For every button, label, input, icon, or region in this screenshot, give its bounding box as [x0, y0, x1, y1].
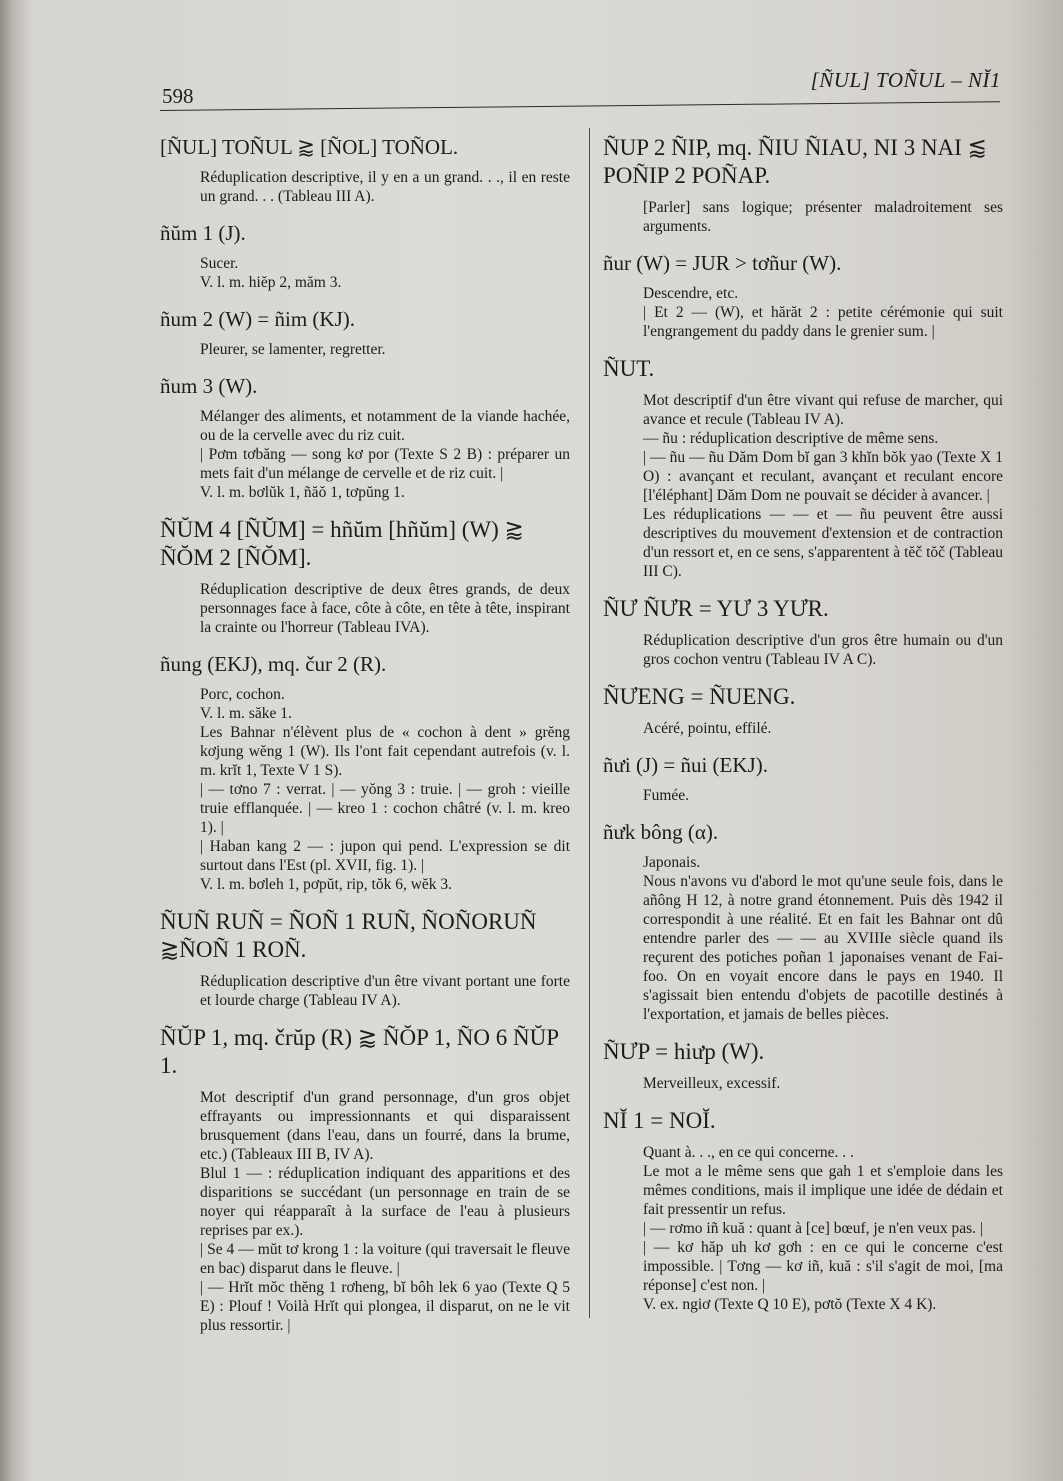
left-entry: [160, 516, 570, 637]
left-entry: [160, 373, 570, 502]
right-entry: [603, 683, 1003, 738]
definition-line: Porc, cochon.: [200, 686, 285, 703]
definition-line: | Et 2 — (W), et hărăt 2 : petite cérémonie qui suit l'engrangement du paddy dans le grenier sum. |: [643, 304, 1003, 340]
entry-headword: ñưi (J) = ñui (EKJ).: [603, 753, 768, 777]
definition-line: Réduplication descriptive d'un être vivant portant une forte et lourde charge (Tableau IV A).: [200, 973, 570, 1009]
right-column: [603, 128, 1003, 1328]
definition-line: Fumée.: [643, 787, 690, 804]
right-entry: [603, 595, 1003, 669]
definition-line: | — kơ hăp uh kơ gơh : en ce qui le concerne c'est impossible. | Tơng — kơ iñ, kuă : s'il s'agit de moi, [ma réponse] c'est non. |: [643, 1239, 1003, 1294]
left-entry: [160, 651, 570, 894]
entry-definition: [603, 1074, 1003, 1093]
column-divider: [589, 128, 590, 1318]
definition-line: | — Hrĭt mŏc thĕng 1 rơheng, bĭ bôh lek 6 yao (Texte Q 5 E) : Plouf ! Voilà Hrĭt qui plongea, il disparut, on ne le vit plus ressortir. |: [200, 1279, 570, 1334]
definition-line: Les réduplications — — et — ñu peuvent être aussi descriptives du mouvement d'extension et de contraction d'un ressort et, en ce sens, s'apparentent à tĕč tŏč (Tableau III C).: [643, 506, 1003, 580]
left-entry: [160, 908, 570, 1010]
right-entry: [603, 134, 1003, 236]
entry-headword: ÑUP 2 ÑIP, mq. ÑIU ÑIAU, NI 3 NAI ⪅ POÑIP 2 POÑAP.: [603, 135, 987, 188]
entry-headword: ÑƯ ÑƯR = YƯ 3 YƯR.: [603, 596, 829, 621]
entry-definition: [603, 631, 1003, 669]
entry-definition: [603, 853, 1003, 1024]
definition-line: Mot descriptif d'un grand personnage, d'un gros objet effrayants ou impressionnants et qui disparaissent brusquement (dans l'eau, dans un fourré, dans la brume, etc.) (Tableaux III B, IV A).: [200, 1089, 570, 1163]
entry-headword: ÑƯENG = ÑUENG.: [603, 684, 796, 709]
entry-definition: [160, 254, 570, 292]
definition-line: Réduplication descriptive de deux êtres grands, de deux personnages face à face, côte à côte, en tête à tête, inspirant la crainte ou l'horreur (Tableau IVA).: [200, 581, 570, 636]
entry-headword: ÑƯP = hiưp (W).: [603, 1039, 765, 1064]
definition-line: Nous n'avons vu d'abord le mot qu'une seule fois, dans le añông H 12, à notre grand étonnement. Puis dès 1942 il correspondit à une réalité. Et en fait les Bahnar ont dû entendre parler des — — au XVIIIe siècle quand ils reçurent des potiches poñan 1 japonaises venant de Fai-foo. On en voyait encore dans le pays en 1940. Il s'agissait bien entendu d'objets de pacotille destinés à l'exportation, et jamais de belles pièces.: [643, 873, 1003, 1023]
definition-line: Pleurer, se lamenter, regretter.: [200, 341, 386, 358]
entry-definition: [603, 284, 1003, 341]
right-entry: [603, 250, 1003, 341]
entry-definition: [160, 580, 570, 637]
entry-headword: ÑUÑ RUÑ = ÑOÑ 1 RUÑ, ÑOÑORUÑ ⪆ÑOÑ 1 ROÑ.: [160, 909, 537, 962]
right-entry: [603, 819, 1003, 1024]
definition-line: Réduplication descriptive d'un gros être humain ou d'un gros cochon ventru (Tableau IV A C).: [643, 632, 1003, 668]
definition-line: Merveilleux, excessif.: [643, 1075, 781, 1092]
entry-headword: NĬ 1 = NOĬ.: [603, 1108, 716, 1133]
definition-line: Les Bahnar n'élèvent plus de « cochon à dent » grĕng kơjung wĕng 1 (W). Ils l'ont fait cependant autrefois (v. l. m. krĭt 1, Texte V 1 S).: [200, 724, 570, 779]
entry-definition: [160, 340, 570, 359]
left-column: [160, 128, 570, 1349]
definition-line: | — ñu — ñu Dăm Dom bĭ gan 3 khĭn bŏk yao (Texte X 1 O) : avançant et reculant, avançant et reculant encore [l'éléphant] Dăm Dom ne pouvait se décider à avancer. |: [643, 449, 1003, 504]
definition-line: — ñu : réduplication descriptive de même sens.: [643, 430, 939, 447]
left-entry: [160, 306, 570, 359]
entry-headword: ñŭm 1 (J).: [160, 221, 246, 245]
entry-definition: [603, 198, 1003, 236]
right-entry: [603, 752, 1003, 805]
definition-line: | Haban kang 2 — : jupon qui pend. L'expression se dit surtout dans l'Est (pl. XVII, fig. 1). |: [200, 838, 570, 874]
definition-line: Quant à. . ., en ce qui concerne. . .: [643, 1144, 854, 1161]
definition-line: Japonais.: [643, 854, 701, 871]
entry-definition: [160, 1088, 570, 1335]
page-header: [0, 0, 1063, 120]
definition-line: [Parler] sans logique; présenter maladroitement ses arguments.: [643, 199, 1003, 235]
definition-line: Acéré, pointu, effilé.: [643, 720, 772, 737]
definition-line: Sucer.: [200, 255, 239, 272]
definition-line: V. l. m. hiĕp 2, măm 3.: [200, 274, 342, 291]
entry-headword: ÑŬP 1, mq. črŭp (R) ⪆ ÑŎP 1, ÑO 6 ÑŬP 1.: [160, 1025, 559, 1078]
right-entry: [603, 1038, 1003, 1093]
entry-definition: [160, 407, 570, 502]
definition-line: V. l. m. săke 1.: [200, 705, 292, 722]
definition-line: | Se 4 — mŭt tơ krong 1 : la voiture (qui traversait le fleuve en bac) disparut dans le fleuve. |: [200, 1241, 570, 1277]
right-entry: [603, 355, 1003, 581]
definition-line: V. l. m. bơlŭk 1, ñăŏ 1, tơpŭng 1.: [200, 484, 405, 501]
entry-headword: ñum 2 (W) = ñim (KJ).: [160, 307, 355, 331]
running-head: [ÑUL] TOÑUL – NĬ1: [810, 68, 1001, 92]
definition-line: | — rơmo iñ kuă : quant à [ce] bœuf, je n'en veux pas. |: [643, 1220, 984, 1237]
definition-line: V. l. m. bơleh 1, pơpŭt, rip, tŏk 6, wĕk 3.: [200, 876, 453, 893]
definition-line: Réduplication descriptive, il y en a un grand. . ., il en reste un grand. . . (Tableau III A).: [200, 169, 570, 205]
entry-headword: [ÑUL] TOÑUL ⪆ [ÑOL] TOÑOL.: [160, 135, 459, 159]
entry-definition: [603, 391, 1003, 581]
entry-definition: [160, 685, 570, 894]
definition-line: Descendre, etc.: [643, 285, 739, 302]
left-entry: [160, 220, 570, 292]
entry-headword: ÑUT.: [603, 356, 655, 381]
definition-line: | — tơno 7 : verrat. | — yŏng 3 : truie. | — groh : vieille truie efflanquée. | — kreo 1 : cochon châtré (v. l. m. kreo 1). |: [200, 781, 570, 836]
entry-headword: ñung (EKJ), mq. čur 2 (R).: [160, 652, 387, 676]
definition-line: Blul 1 — : réduplication indiquant des apparitions et des disparitions se succédant (un personnage en train de se noyer qui réapparaît à la surface de l'eau à plusieurs reprises par ex.).: [200, 1165, 570, 1239]
definition-line: | Pơm tơbăng — song kơ por (Texte S 2 B) : préparer un mets fait d'un mélange de cervelle et de riz cuit. |: [200, 446, 570, 482]
entry-headword: ñur (W) = JUR > tơñur (W).: [603, 251, 842, 275]
entry-headword: ñum 3 (W).: [160, 374, 258, 398]
entry-definition: [603, 1143, 1003, 1314]
entry-definition: [160, 972, 570, 1010]
page-number: 598: [162, 84, 194, 108]
entry-headword: ÑŬM 4 [ÑŬM] = hñŭm [hñŭm] (W) ⪆ ÑŎM 2 [ÑŎM].: [160, 517, 524, 570]
definition-line: Le mot a le même sens que gah 1 et s'emploie dans les mêmes conditions, mais il implique une idée de dédain et fait pressentir un refus.: [643, 1163, 1003, 1218]
left-entry: [160, 1024, 570, 1335]
right-entry: [603, 1107, 1003, 1314]
left-entry: [160, 134, 570, 206]
definition-line: V. ex. ngiơ (Texte Q 10 E), pơtŏ (Texte X 4 K).: [643, 1296, 937, 1313]
header-rule: [160, 101, 1000, 111]
entry-definition: [603, 786, 1003, 805]
entry-definition: [160, 168, 570, 206]
entry-definition: [603, 719, 1003, 738]
entry-headword: ñưk bông (α).: [603, 820, 719, 844]
definition-line: Mélanger des aliments, et notamment de la viande hachée, ou de la cervelle avec du riz cuit.: [200, 408, 570, 444]
definition-line: Mot descriptif d'un être vivant qui refuse de marcher, qui avance et recule (Tableau IV A).: [643, 392, 1003, 428]
